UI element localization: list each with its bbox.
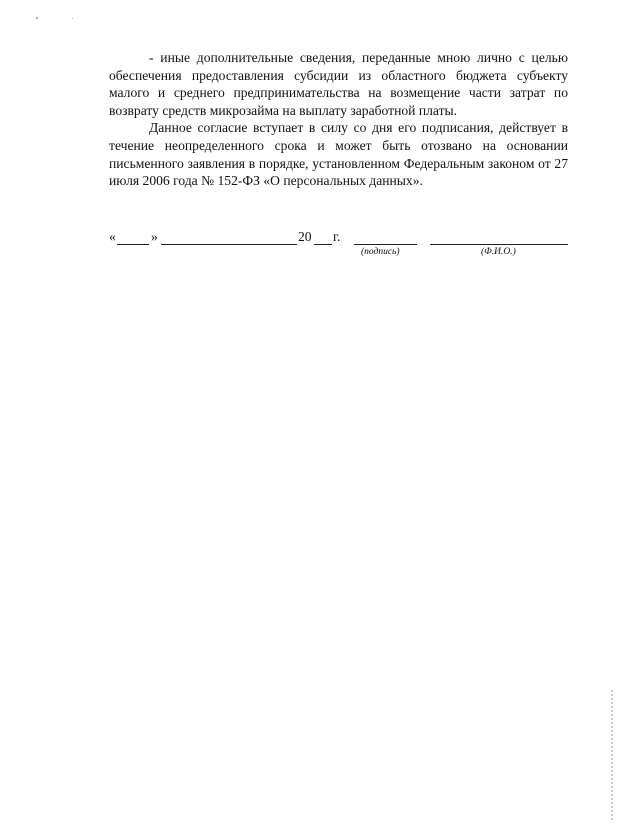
scan-edge-artifact [611, 690, 613, 820]
signature-date-row [109, 229, 579, 249]
date-quote-close: » [151, 229, 158, 244]
paragraph-additional-info: - иные дополнительные сведения, переданные мною лично с целью обеспечения предоставления субсидии из областного бюджета субъекту малого и среднего предпринимательства на возмещение части затрат по возврату средств микрозайма на выплату заработной платы. [109, 50, 568, 118]
date-quote-open: « [109, 229, 116, 244]
scan-speck [36, 17, 38, 19]
signature-blank-line [354, 244, 417, 245]
paragraph-consent-validity: Данное согласие вступает в силу со дня его подписания, действует в течение неопределенного срока и может быть отозвано на основании письменного заявления в порядке, установленном Федеральным законом от 27 июля 2006 года № 152-ФЗ «О персональных данных». [109, 120, 568, 189]
day-blank-line [117, 244, 149, 245]
scan-speck [72, 18, 73, 19]
document-body [109, 49, 568, 190]
name-blank-line [430, 244, 568, 245]
month-blank-line [161, 244, 297, 245]
name-caption: (Ф.И.О.) [481, 247, 516, 257]
year-suffix: г. [333, 229, 341, 244]
year-prefix: 20 [298, 229, 312, 244]
signature-caption: (подпись) [361, 247, 400, 257]
year-blank-line [314, 244, 332, 245]
